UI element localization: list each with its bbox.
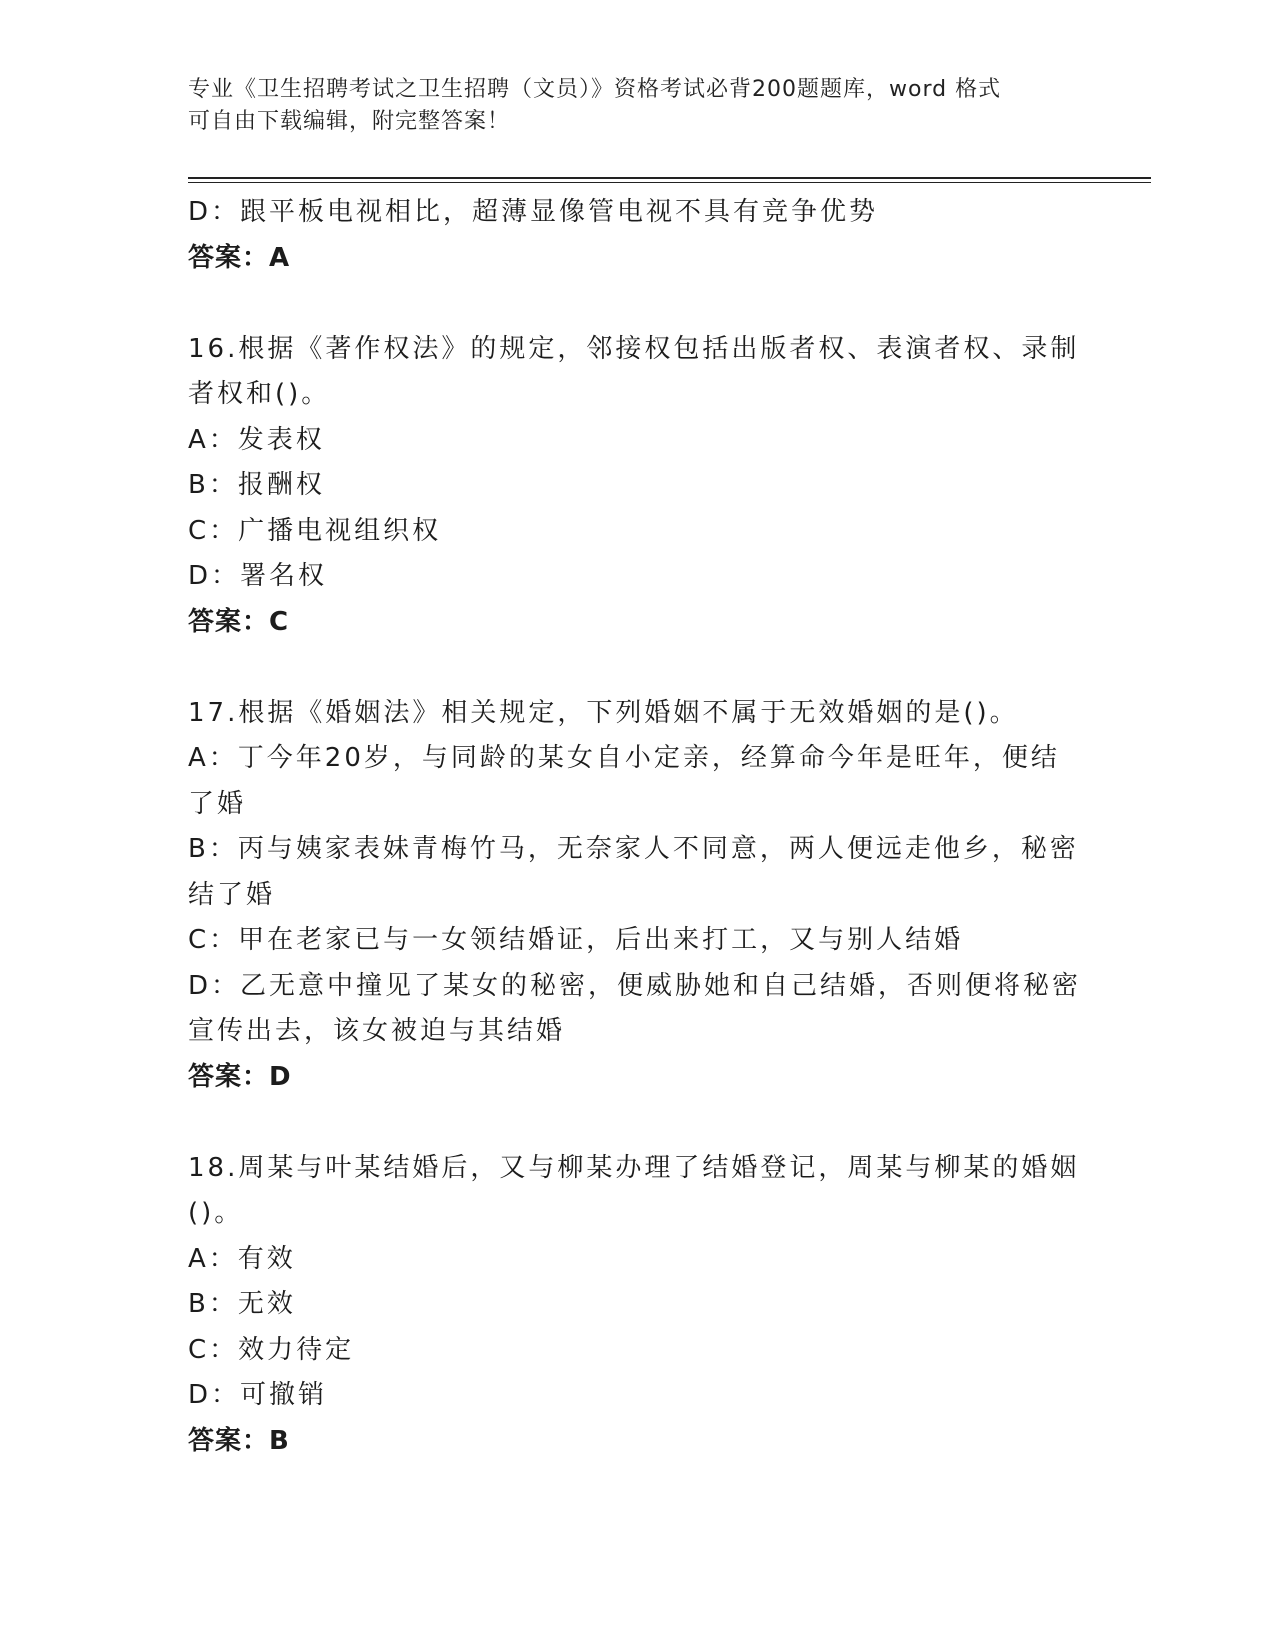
option-d: D：跟平板电视相比，超薄显像管电视不具有竞争优势 <box>188 197 879 227</box>
option-b: B：无效 <box>188 1289 296 1319</box>
option-a: A：丁今年20岁，与同龄的某女自小定亲，经算命今年是旺年，便结 <box>188 743 1060 773</box>
option-d: D：署名权 <box>188 561 328 591</box>
option-b: B：报酬权 <box>188 470 325 500</box>
question-stem-continued: 者权和()。 <box>188 379 331 409</box>
option-c: C：广播电视组织权 <box>188 515 442 546</box>
option-d: D：乙无意中撞见了某女的秘密，便威胁她和自己结婚，否则便将秘密 <box>188 970 1082 1001</box>
option-d-continued: 宣传出去，该女被迫与其结婚 <box>188 1016 566 1046</box>
spacer <box>188 645 1088 691</box>
answer-line: 答案：D <box>188 1061 292 1092</box>
question-17 <box>188 691 1088 1101</box>
spacer <box>188 281 1088 327</box>
option-c: C：效力待定 <box>188 1334 355 1365</box>
option-b: B：丙与姨家表妹青梅竹马，无奈家人不同意，两人便远走他乡，秘密 <box>188 834 1079 864</box>
question-stem: 17.根据《婚姻法》相关规定，下列婚姻不属于无效婚姻的是()。 <box>188 697 1019 728</box>
question-18 <box>188 1146 1088 1465</box>
header-title-line-1: 专业《卫生招聘考试之卫生招聘（文员）》资格考试必背200题题库，word 格式 <box>188 77 1002 102</box>
header-divider-thin <box>188 182 1151 183</box>
header-divider-thick <box>188 177 1151 179</box>
option-c: C：甲在老家已与一女领结婚证，后出来打工，又与别人结婚 <box>188 925 964 955</box>
question-content <box>188 190 1088 1464</box>
question-stem: 18.周某与叶某结婚后，又与柳某办理了结婚登记，周某与柳某的婚姻 <box>188 1152 1080 1183</box>
answer-line: 答案：B <box>188 1425 290 1456</box>
answer-line: 答案：A <box>188 242 291 273</box>
question-stem-continued: ()。 <box>188 1198 244 1228</box>
answer-line: 答案：C <box>188 606 290 637</box>
option-a: A：发表权 <box>188 424 325 455</box>
option-d: D：可撤销 <box>188 1380 328 1410</box>
page-header <box>188 74 1088 138</box>
question-stem: 16.根据《著作权法》的规定，邻接权包括出版者权、表演者权、录制 <box>188 333 1080 364</box>
option-a: A：有效 <box>188 1243 296 1274</box>
previous-question-tail <box>188 190 1088 281</box>
option-a-continued: 了婚 <box>188 788 247 819</box>
spacer <box>188 1100 1088 1146</box>
option-b-continued: 结了婚 <box>188 879 276 910</box>
header-title-line-2: 可自由下载编辑，附完整答案！ <box>188 109 511 134</box>
question-16 <box>188 327 1088 646</box>
